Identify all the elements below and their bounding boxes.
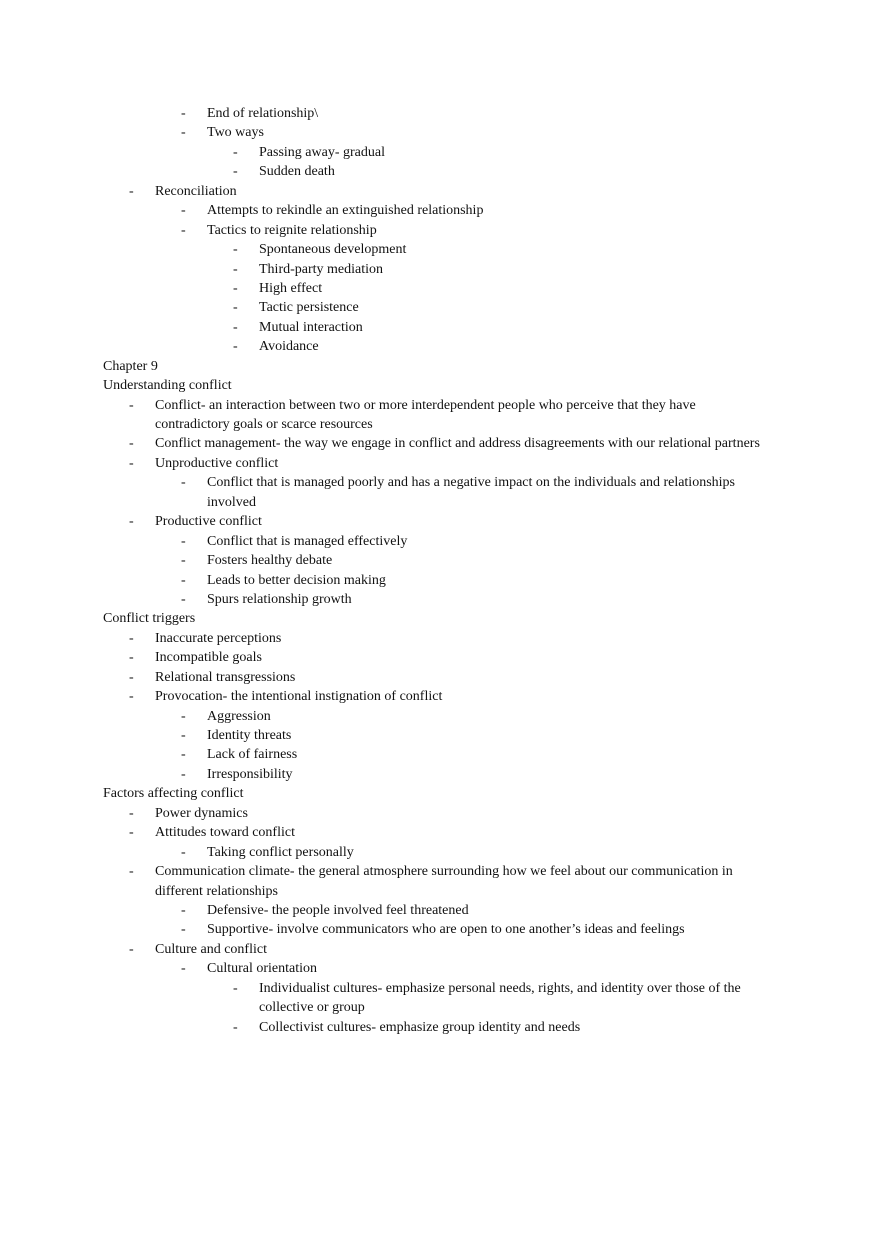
outline-item: [103, 998, 803, 1017]
bullet-dash: -: [181, 902, 186, 918]
outline-text: Lack of fairness: [207, 747, 298, 763]
bullet-dash: -: [233, 242, 238, 258]
outline-item: [103, 940, 803, 959]
outline-text: Sudden death: [259, 164, 335, 180]
outline-text: Incompatible goals: [155, 650, 262, 666]
outline-item: [103, 143, 803, 162]
outline-item: [103, 201, 803, 220]
outline-text: Conflict management- the way we engage in conflict and address disagreements with our relational partners: [155, 436, 760, 452]
bullet-dash: -: [233, 1019, 238, 1035]
outline-text: Conflict triggers: [103, 611, 196, 627]
bullet-dash: -: [129, 514, 134, 530]
outline-text: Unproductive conflict: [155, 455, 279, 471]
outline-text: Collectivist cultures- emphasize group identity and needs: [259, 1019, 581, 1035]
outline-item: [103, 182, 803, 201]
outline-item: [103, 629, 803, 648]
outline-item: [103, 959, 803, 978]
bullet-dash: -: [233, 319, 238, 335]
outline-item: [103, 240, 803, 259]
outline-item: [103, 221, 803, 240]
bullet-dash: -: [181, 533, 186, 549]
bullet-dash: -: [181, 922, 186, 938]
outline-item: [103, 104, 803, 123]
outline-text: Two ways: [207, 125, 264, 141]
bullet-dash: -: [129, 825, 134, 841]
outline-item: [103, 434, 803, 453]
outline-item: [103, 551, 803, 570]
outline-text: involved: [207, 494, 256, 510]
bullet-dash: -: [181, 766, 186, 782]
outline-item: [103, 318, 803, 337]
bullet-dash: -: [181, 747, 186, 763]
outline-text: Individualist cultures- emphasize personal needs, rights, and identity over those of the: [259, 980, 741, 996]
outline-item: [103, 396, 803, 415]
outline-text: Conflict- an interaction between two or more interdependent people who perceive that they have: [155, 397, 696, 413]
outline-text: collective or group: [259, 1000, 365, 1016]
outline-item: [103, 590, 803, 609]
bullet-dash: -: [129, 630, 134, 646]
bullet-dash: -: [181, 475, 186, 491]
bullet-dash: -: [233, 280, 238, 296]
section-heading: [103, 376, 803, 395]
outline-item: [103, 571, 803, 590]
outline-text: Tactics to reignite relationship: [207, 222, 377, 238]
bullet-dash: -: [181, 844, 186, 860]
outline-item: [103, 843, 803, 862]
bullet-dash: -: [181, 203, 186, 219]
bullet-dash: -: [181, 222, 186, 238]
outline-item: [103, 512, 803, 531]
outline-text: Productive conflict: [155, 514, 262, 530]
outline-item: [103, 493, 803, 512]
outline-item: [103, 260, 803, 279]
outline-text: Provocation- the intentional instignation of conflict: [155, 689, 443, 705]
bullet-dash: -: [129, 689, 134, 705]
bullet-dash: -: [129, 455, 134, 471]
outline-text: Chapter 9: [103, 358, 158, 374]
outline-text: Taking conflict personally: [207, 844, 354, 860]
bullet-dash: -: [129, 941, 134, 957]
bullet-dash: -: [181, 961, 186, 977]
outline-text: Culture and conflict: [155, 941, 267, 957]
outline-text: High effect: [259, 280, 323, 296]
outline-item: [103, 162, 803, 181]
outline-text: Defensive- the people involved feel threatened: [207, 902, 469, 918]
bullet-dash: -: [129, 436, 134, 452]
outline-text: Spurs relationship growth: [207, 591, 352, 607]
outline-item: [103, 1018, 803, 1037]
outline-text: different relationships: [155, 883, 278, 899]
bullet-dash: -: [233, 144, 238, 160]
outline-text: Conflict that is managed effectively: [207, 533, 408, 549]
outline-notes: [103, 104, 803, 1037]
outline-item: [103, 668, 803, 687]
outline-text: Supportive- involve communicators who are open to one another’s ideas and feelings: [207, 922, 685, 938]
outline-item: [103, 473, 803, 492]
outline-item: [103, 862, 803, 881]
bullet-dash: -: [129, 650, 134, 666]
outline-text: Relational transgressions: [155, 669, 296, 685]
bullet-dash: -: [233, 980, 238, 996]
outline-text: Communication climate- the general atmosphere surrounding how we feel about our communication in: [155, 864, 733, 880]
outline-item: [103, 279, 803, 298]
outline-item: [103, 804, 803, 823]
outline-text: Power dynamics: [155, 805, 248, 821]
bullet-dash: -: [181, 553, 186, 569]
outline-item: [103, 123, 803, 142]
outline-item: [103, 823, 803, 842]
outline-text: Conflict that is managed poorly and has a negative impact on the individuals and relationships: [207, 475, 735, 491]
section-heading: [103, 784, 803, 803]
bullet-dash: -: [129, 805, 134, 821]
outline-item: [103, 337, 803, 356]
outline-text: Mutual interaction: [259, 319, 363, 335]
section-heading: [103, 609, 803, 628]
bullet-dash: -: [129, 183, 134, 199]
outline-text: Spontaneous development: [259, 242, 407, 258]
bullet-dash: -: [181, 572, 186, 588]
outline-text: Attitudes toward conflict: [155, 825, 295, 841]
outline-text: contradictory goals or scarce resources: [155, 417, 373, 432]
bullet-dash: -: [181, 106, 186, 121]
outline-item: [103, 726, 803, 745]
outline-text: End of relationship\: [207, 106, 319, 121]
outline-text: Understanding conflict: [103, 378, 232, 394]
outline-item: [103, 882, 803, 901]
outline-text: Reconciliation: [155, 183, 237, 199]
outline-text: Tactic persistence: [259, 300, 359, 316]
outline-text: Factors affecting conflict: [103, 786, 244, 802]
outline-text: Irresponsibility: [207, 766, 293, 782]
outline-text: Passing away- gradual: [259, 144, 385, 160]
outline-text: Fosters healthy debate: [207, 553, 333, 569]
bullet-dash: -: [181, 708, 186, 724]
outline-item: [103, 707, 803, 726]
outline-item: [103, 687, 803, 706]
outline-text: Identity threats: [207, 728, 292, 743]
outline-text: Attempts to rekindle an extinguished relationship: [207, 203, 484, 219]
bullet-dash: -: [129, 397, 134, 413]
bullet-dash: -: [233, 164, 238, 180]
outline-text: Leads to better decision making: [207, 572, 386, 588]
bullet-dash: -: [129, 864, 134, 880]
bullet-dash: -: [129, 669, 134, 685]
outline-item: [103, 454, 803, 473]
outline-item: [103, 415, 803, 434]
outline-item: [103, 901, 803, 920]
outline-item: [103, 298, 803, 317]
bullet-dash: -: [181, 125, 186, 141]
bullet-dash: -: [233, 300, 238, 316]
outline-text: Cultural orientation: [207, 961, 318, 977]
outline-text: Third-party mediation: [259, 261, 384, 277]
outline-item: [103, 920, 803, 939]
outline-item: [103, 648, 803, 667]
outline-text: Aggression: [207, 708, 271, 724]
outline-item: [103, 745, 803, 764]
bullet-dash: -: [233, 339, 238, 355]
outline-item: [103, 765, 803, 784]
outline-item: [103, 532, 803, 551]
section-heading: [103, 357, 803, 376]
outline-text: Inaccurate perceptions: [155, 630, 282, 646]
outline-item: [103, 979, 803, 998]
bullet-dash: -: [233, 261, 238, 277]
outline-text: Avoidance: [259, 339, 319, 355]
bullet-dash: -: [181, 728, 186, 743]
bullet-dash: -: [181, 591, 186, 607]
